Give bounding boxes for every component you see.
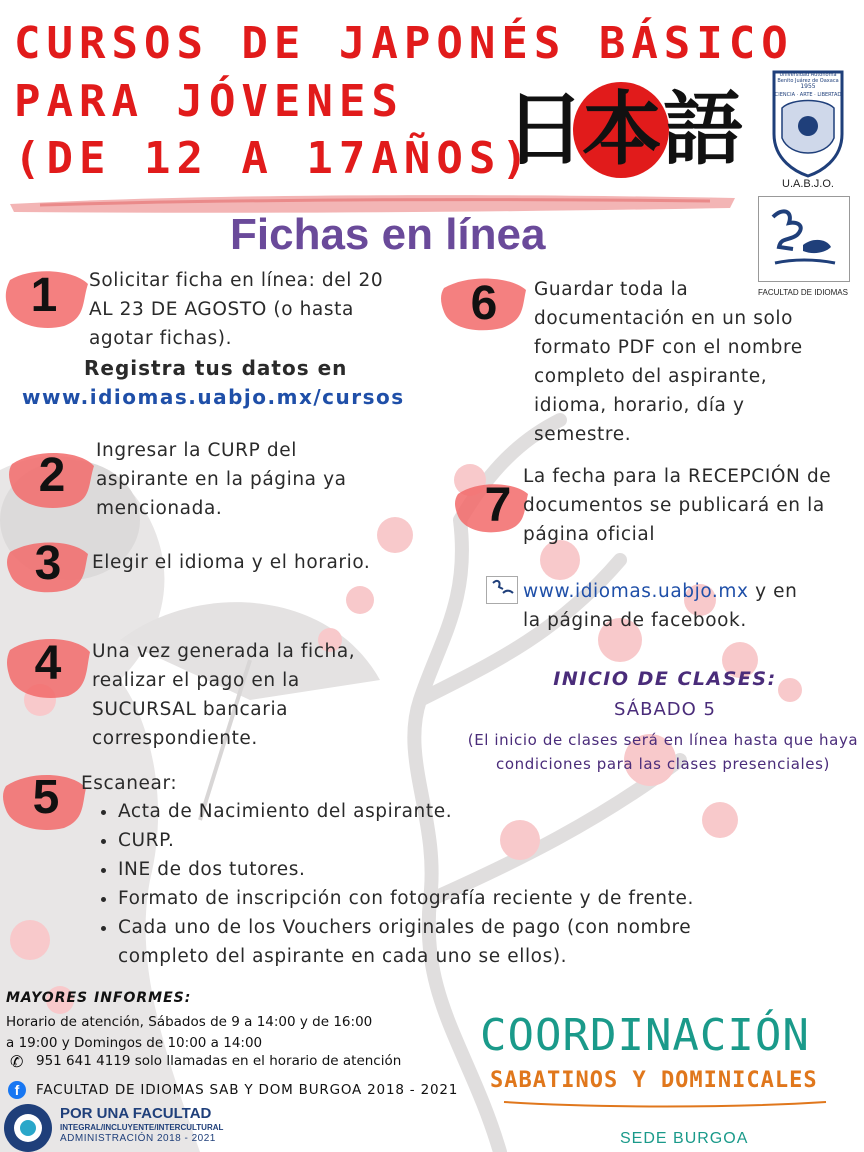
inicio-heading: INICIO DE CLASES: [553, 668, 777, 690]
step-2-number: 2 [38, 449, 66, 502]
title-line-1: CURSOS DE JAPONÉS BÁSICO [14, 18, 794, 69]
step-5-list [84, 797, 774, 971]
step-1-number: 1 [30, 269, 58, 322]
footer-phone: 951 641 4119 solo llamadas en el horario de atención [36, 1053, 402, 1069]
facultad-label: FACULTAD DE IDIOMAS [758, 288, 848, 297]
subtitle: Fichas en línea [230, 210, 546, 259]
register-url-link[interactable]: www.idiomas.uabjo.mx/cursos [22, 385, 405, 409]
facultad-small-logo-icon [486, 576, 518, 604]
step-5-label: Escanear: [81, 773, 178, 794]
step-4-number: 4 [34, 637, 62, 690]
step-7-number: 7 [484, 479, 512, 532]
step-6-number: 6 [470, 277, 498, 330]
coordinacion-subtitle: SABATINOS Y DOMINICALES [490, 1068, 818, 1093]
admin-line-3: ADMINISTRACIÓN 2018 - 2021 [60, 1133, 216, 1144]
step-7-text: La fecha para la RECEPCIÓN de documentos se publicará en la página oficial [523, 466, 832, 545]
step-7-url-line: www.idiomas.uabjo.mx y en [523, 581, 798, 602]
coordinacion-title: COORDINACIÓN [480, 1010, 810, 1061]
step-2-text: Ingresar la CURP del aspirante en la página ya mencionada. [96, 440, 347, 519]
uabjo-label: U.A.B.J.O. [782, 178, 834, 190]
step-3-text: Elegir el idioma y el horario. [92, 552, 371, 573]
step-6-text: Guardar toda la documentación en un solo formato PDF con el nombre completo del aspirante, idioma, horario, día y semestre. [534, 279, 803, 445]
step-7-tail: la página de facebook. [523, 610, 747, 631]
title-line-3: (DE 12 A 17AÑOS) [14, 133, 534, 184]
list-item: • Acta de Nacimiento del aspirante. [118, 797, 774, 826]
admin-logo-icon [4, 1104, 52, 1152]
uabjo-logo: Universidad Autónoma Benito Juárez de Oaxaca 1955 CIENCIA · ARTE · LIBERTAD U.A.B.J.O. [756, 68, 860, 192]
list-item: • Cada uno de los Vouchers originales de pago (con nombre completo del aspirante en cada uno se ellos). [118, 913, 774, 971]
list-item: • CURP. [118, 826, 774, 855]
admin-line-2: INTEGRAL/INCLUYENTE/INTERCULTURAL [60, 1123, 224, 1132]
kanji-hon: 本 [582, 83, 662, 176]
footer-facebook: FACULTAD DE IDIOMAS SAB Y DOM BURGOA 2018 - 2021 [36, 1082, 459, 1098]
step-5-number: 5 [32, 771, 60, 824]
kanji-go: 語 [663, 83, 743, 176]
phone-icon: ✆ [10, 1052, 24, 1071]
register-text: Registra tus datos en [84, 356, 348, 380]
footer-hours: Horario de atención, Sábados de 9 a 14:00 y de 16:00 a 19:00 y Domingos de 10:00 a 14:00 [6, 1014, 373, 1051]
coordinacion-underline [500, 1098, 830, 1110]
facultad-emblem-icon [759, 197, 847, 279]
step-3-number: 3 [34, 537, 62, 590]
list-item: • INE de dos tutores. [118, 855, 774, 884]
sede-label: SEDE BURGOA [620, 1130, 749, 1147]
inicio-day: SÁBADO 5 [614, 699, 716, 720]
footer-heading: MAYORES INFORMES: [6, 990, 192, 1006]
step-4-text: Una vez generada la ficha, realizar el pago en la SUCURSAL bancaria correspondiente. [92, 641, 356, 749]
kanji-nichi: 日 [505, 83, 585, 176]
inicio-note: (El inicio de clases será en línea hasta que haya condiciones para las clases presenciales) [467, 731, 859, 773]
step-1-text: Solicitar ficha en línea: del 20 AL 23 DE AGOSTO (o hasta agotar fichas). [89, 270, 384, 349]
list-item: • Formato de inscripción con fotografía reciente y de frente. [118, 884, 774, 913]
step-7-url-link[interactable]: www.idiomas.uabjo.mx [523, 581, 749, 602]
facultad-logo [758, 196, 850, 282]
title-line-2: PARA JÓVENES [14, 76, 404, 127]
facebook-icon: f [8, 1081, 26, 1099]
admin-line-1: POR UNA FACULTAD [60, 1105, 212, 1122]
